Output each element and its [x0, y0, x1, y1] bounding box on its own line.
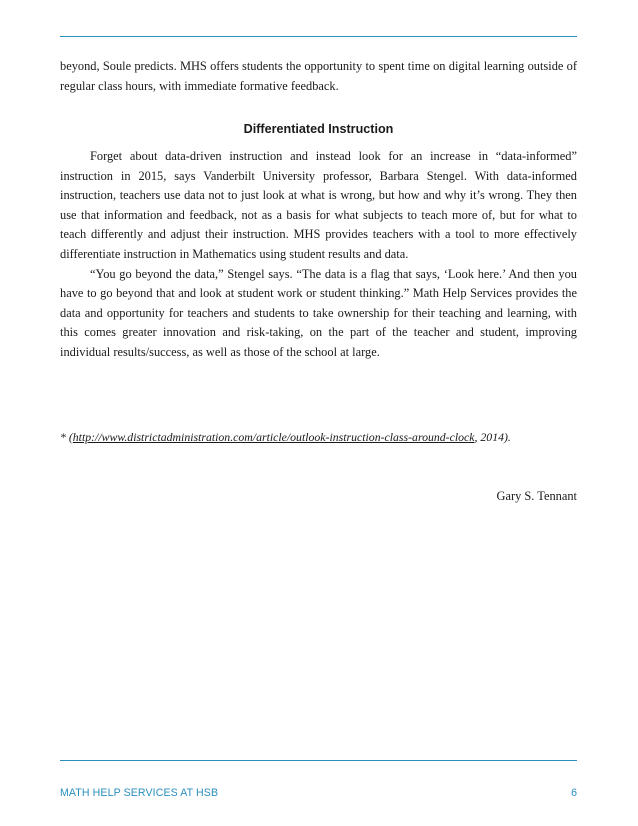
footnote-prefix: * (: [60, 430, 73, 444]
section-body: [60, 147, 577, 363]
intro-paragraph: beyond, Soule predicts. MHS offers students the opportunity to spent time on digital learning outside of regular class hours, with immediate formative feedback.: [60, 59, 577, 93]
footnote-link[interactable]: http://www.districtadministration.com/article/outlook-instruction-class-around-clock: [72, 430, 475, 444]
page-number: 6: [571, 787, 577, 799]
section-heading: Differentiated Instruction: [243, 122, 394, 136]
header-rule: [60, 36, 577, 37]
author-signature: Gary S. Tennant: [496, 489, 577, 503]
section-paragraph-2: “You go beyond the data,” Stengel says. “The data is a flag that says, ‘Look here.’ And then you have to go beyond that and look at student work or student thinking.” Math Help Services provides the data and opportunity for teachers and students to take ownership for their teaching and learning, with this comes greater innovation and risk-taking, on the part of the teacher and student, improving individual results/success, as well as those of the school at large.: [60, 266, 577, 359]
footnote-suffix: , 2014).: [474, 430, 511, 444]
footnote: [60, 429, 577, 445]
section-paragraph-1: Forget about data-driven instruction and instead look for an increase in “data-informed” instruction in 2015, says Vanderbilt University professor, Barbara Stengel. With data-informed instruction, teachers use data not to just look at what is wrong, but how and why it’s wrong. They then use that information and feedback, not as a basis for what subjects to teach more of, but for what to teach differently and adjust their instruction. MHS provides teachers with a tool to more effectively differentiate instruction in Mathematics using student results and data.: [60, 149, 577, 261]
footer-title: MATH HELP SERVICES AT HSB: [60, 787, 219, 799]
footer-rule: [60, 760, 577, 761]
intro-paragraph-block: [60, 57, 577, 96]
